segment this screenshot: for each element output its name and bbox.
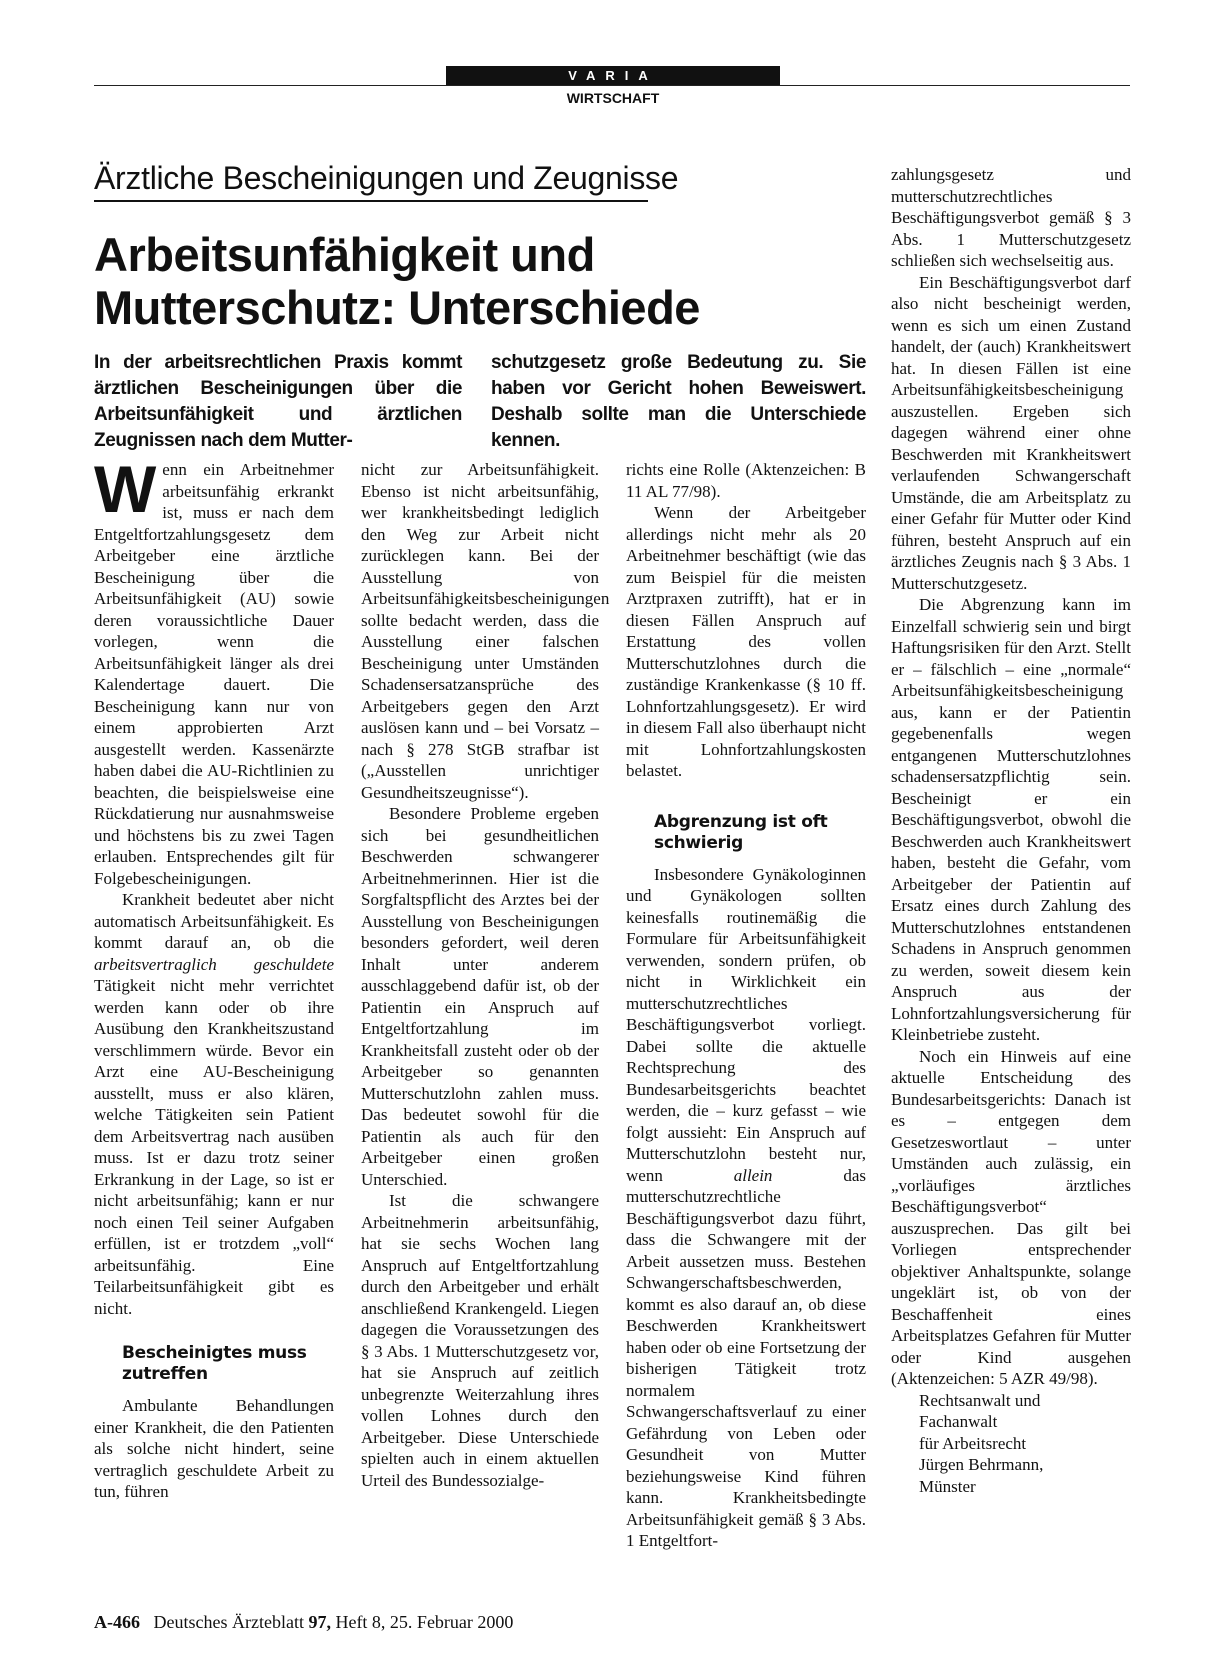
drop-cap: W <box>94 452 157 526</box>
author-line: Rechtsanwalt und <box>919 1390 1041 1410</box>
emphasis: arbeitsvertraglich geschuldete <box>94 954 334 974</box>
paragraph: Wenn der Arbeitgeber allerdings nicht mehr als 20 Arbeitnehmer beschäftigt (wie das zum Beispiel für die meisten Arztpraxen zutrifft), hat er in diesen Fällen Anspruch auf Erstattung des vollen Mutterschutzlohnes durch die zuständige Krankenkasse (§ 10 ff. Lohnfortzahlungsgesetz). Er wird in diesem Fall also überhaupt nicht mit Lohnfortzahlungskosten belastet. <box>626 503 866 780</box>
footer <box>94 1612 513 1633</box>
paragraph: Ambulante Behandlungen einer Krankheit, die den Patienten als solche nicht hindert, seine vertraglich geschuldete Arbeit zu tun, führen <box>94 1396 334 1501</box>
column-3 <box>626 459 866 1552</box>
journal-name: Deutsches Ärzteblatt <box>153 1612 304 1632</box>
headline <box>94 228 794 334</box>
author-line: Fachanwalt <box>919 1412 998 1431</box>
paragraph: Die Abgrenzung kann im Einzelfall schwierig sein und birgt Haftungsrisiken für den Arzt. Stellt er – fälschlich – eine „normale“ Arbeitsunfähigkeitsbescheinigung aus, kann er der Patientin gegebenenfalls wegen entgangenen Mutterschutzlohnes schadensersatzpflichtig sein. Bescheinigt er ein Beschäftigungsverbot, obwohl die Beschwerden auch Krankheitswert haben, besteht die Gefahr, vom Arbeitgeber der Patientin auf Ersatz eines durch Zahlung des Mutterschutzlohnes entstandenen Schadens in Anspruch genommen zu werden, soweit diesem kein Anspruch aus der Lohnfortzahlungsversicherung für Kleinbetriebe zusteht. <box>891 595 1131 1044</box>
paragraph: richts eine Rolle (Aktenzeichen: B 11 AL 77/98). <box>626 460 866 501</box>
author-line: Münster <box>919 1476 976 1496</box>
lede-right: schutzgesetz große Bedeutung zu. Sie haben vor Gericht hohen Beweiswert. Deshalb sollte man die Unterschiede kennen. <box>491 352 866 451</box>
volume: 97, <box>308 1612 331 1632</box>
section-label: VARIA <box>446 66 780 85</box>
subheading: Abgrenzung ist oft schwierig <box>654 811 828 853</box>
kicker: Ärztliche Bescheinigungen und Zeugnisse <box>94 160 679 196</box>
paragraph: Krankheit bedeutet aber nicht automatisch Arbeitsunfähigkeit. Es kommt darauf an, ob die arbeitsvertraglich geschuldete Tätigkeit nicht mehr verrichtet werden kann oder ob ihre Ausübung den Krankheitszustand verschlimmern würde. Bevor ein Arzt eine AU-Bescheinigung ausstellt, muss er also klären, welche Tätigkeiten sein Patient dem Arbeitsvertrag nach ausüben muss. Ist er dazu trotz seiner Erkrankung in der Lage, so ist er nicht arbeitsunfähig; kann er nur noch einen Teil seiner Aufgaben erfüllen, ist er trotzdem „voll“ arbeitsunfähig. Eine Teilarbeitsunfähigkeit gibt es nicht. <box>94 890 334 1318</box>
header-rule <box>94 85 1130 86</box>
author-line: Jürgen Behrmann, <box>919 1455 1044 1474</box>
column-2 <box>361 459 610 1491</box>
page-number: A-466 <box>94 1612 140 1632</box>
author-line: für Arbeitsrecht <box>919 1433 1027 1453</box>
paragraph: Insbesondere Gynäkologinnen und Gynäkologen sollten keinesfalls routinemäßig die Formulare für Arbeitsunfähigkeit verwenden, sondern prüfen, ob nicht in Wirklichkeit ein mutterschutzrechtliches Beschäftigungsverbot vorliegt. Dabei sollte die aktuelle Rechtsprechung des Bundesarbeitsgerichts beachtet werden, die – kurz gefasst – wie folgt aussieht: Ein Anspruch auf Mutterschutzlohn besteht nur, wenn allein das mutterschutzrechtliche Beschäftigungsverbot dazu führt, dass die Schwangere mit der Arbeit aussetzen muss. Bestehen Schwangerschaftsbeschwerden, kommt es also darauf an, ob diese Beschwerden Krankheitswert haben oder ob eine Fortsetzung der bisherigen Tätigkeit trotz normalem Schwangerschaftsverlauf zu einer Gefährdung von Leben oder Gesundheit von Mutter beziehungsweise Kind führen kann. Krankheitsbedingte Arbeitsunfähigkeit gemäß § 3 Abs. 1 Entgeltfort- <box>626 864 866 1550</box>
paragraph: Besondere Probleme ergeben sich bei gesundheitlichen Beschwerden schwangerer Arbeitnehmerinnen. Hier ist die Sorgfaltspflicht des Arztes bei der Ausstellung von Bescheinigungen besonders gefordert, weil deren Inhalt unter anderem ausschlaggebend dafür ist, ob der Patientin ein Anspruch auf Entgeltfortzahlung im Krankheitsfall zusteht oder ob der Arbeitgeber so genannten Mutterschutzlohn zahlen muss. Das bedeutet sowohl für die Patientin als auch für den Arbeitgeber einen großen Unterschied. <box>361 804 599 1189</box>
subheading: Bescheinigtes muss zutreffen <box>122 1343 307 1384</box>
paragraph: Ist die schwangere Arbeitnehmerin arbeitsunfähig, hat sie sechs Wochen lang Anspruch auf Entgeltfortzahlung durch den Arbeitgeber und erhält anschließend Krankengeld. Liegen dagegen die Voraussetzungen des § 3 Abs. 1 Mutterschutzgesetz vor, hat sie Anspruch auf zeitlich unbegrenzte Weiterzahlung ihres vollen Lohnes durch den Arbeitgeber. Diese Unterschiede spielten auch in einem aktuellen Urteil des Bundessozialge- <box>361 1191 599 1490</box>
headline-line-2: Mutterschutz: Unterschiede <box>94 281 700 334</box>
kicker-rule <box>94 200 648 202</box>
paragraph: Noch ein Hinweis auf eine aktuelle Entscheidung des Bundesarbeitsgerichts: Danach ist es – entgegen dem Gesetzeswortlaut – unter Umständen auch zulässig, ein „vorläufiges ärztliches Beschäftigungsverbot“ auszusprechen. Das gilt bei Vorliegen entsprechender objektiver Anhaltspunkte, solange ungeklärt ist, ob von der Beschaffenheit eines Arbeitsplatzes Gefahren für Mutter oder Kind ausgehen (Aktenzeichen: 5 AZR 49/98). <box>891 1046 1131 1388</box>
paragraph: nicht zur Arbeitsunfähigkeit. Ebenso ist nicht arbeitsunfähig, wer krankheitsbedingt lediglich den Weg zur Arbeit nicht zurücklegen kann. Bei der Ausstellung von Arbeitsunfähigkeitsbescheinigungen sollte bedacht werden, dass die Ausstellung einer falschen Bescheinigung unter Umständen Schadensersatzansprüche des Arbeitgebers gegen den Arzt auslösen kann und – bei Vorsatz – nach § 278 StGB strafbar ist („Ausstellen unrichtiger Gesundheitszeugnisse“). <box>361 460 610 802</box>
paragraph: zahlungsgesetz und mutterschutzrechtliches Beschäftigungsverbot gemäß § 3 Abs. 1 Mutterschutzgesetz schließen sich wechselseitig aus. <box>891 165 1131 270</box>
subsection-label: WIRTSCHAFT <box>566 90 660 106</box>
paragraph: Ein Beschäftigungsverbot darf also nicht bescheinigt werden, wenn es sich um einen Zustand handelt, der (auch) Krankheitswert hat. In diesen Fällen ist eine Arbeitsunfähigkeitsbescheinigung auszustellen. Ergeben sich dagegen während einer ohne Beschwerden mit Krankheitswert verlaufenden Schwangerschaft Umstände, die am Arbeitsplatz zu einer Gefahr für Mutter oder Kind führen, besteht Anspruch auf ein ärztliches Zeugnis nach § 3 Abs. 1 Mutterschutzgesetz. <box>891 272 1131 593</box>
issue-date: Heft 8, 25. Februar 2000 <box>335 1612 514 1632</box>
headline-line-1: Arbeitsunfähigkeit und <box>94 228 595 281</box>
paragraph: Wenn ein Arbeitnehmer arbeitsunfähig erkrankt ist, muss er nach dem Entgeltfortzahlungsgesetz dem Arbeitgeber eine ärztliche Bescheinigung über die Arbeitsunfähigkeit (AU) sowie deren voraussichtliche Dauer vorlegen, wenn die Arbeitsunfähigkeit länger als drei Kalendertage dauert. Die Bescheinigung kann nur von einem approbierten Arzt ausgestellt werden. Kassenärzte haben dabei die AU-Richtlinien zu beachten, die beispielsweise eine Rückdatierung nur ausnahmsweise und höchstens bis zu zwei Tagen erlauben. Entsprechendes gilt für Folgebescheinigungen. <box>94 452 334 888</box>
column-1 <box>94 452 334 1503</box>
column-4 <box>891 164 1131 1497</box>
emphasis: allein <box>733 1165 773 1185</box>
lede-left: In der arbeitsrechtlichen Praxis kommt ärztlichen Bescheinigungen über die Arbeitsunfähigkeit und ärztlichen Zeugnissen nach dem Mutter- <box>94 352 462 451</box>
